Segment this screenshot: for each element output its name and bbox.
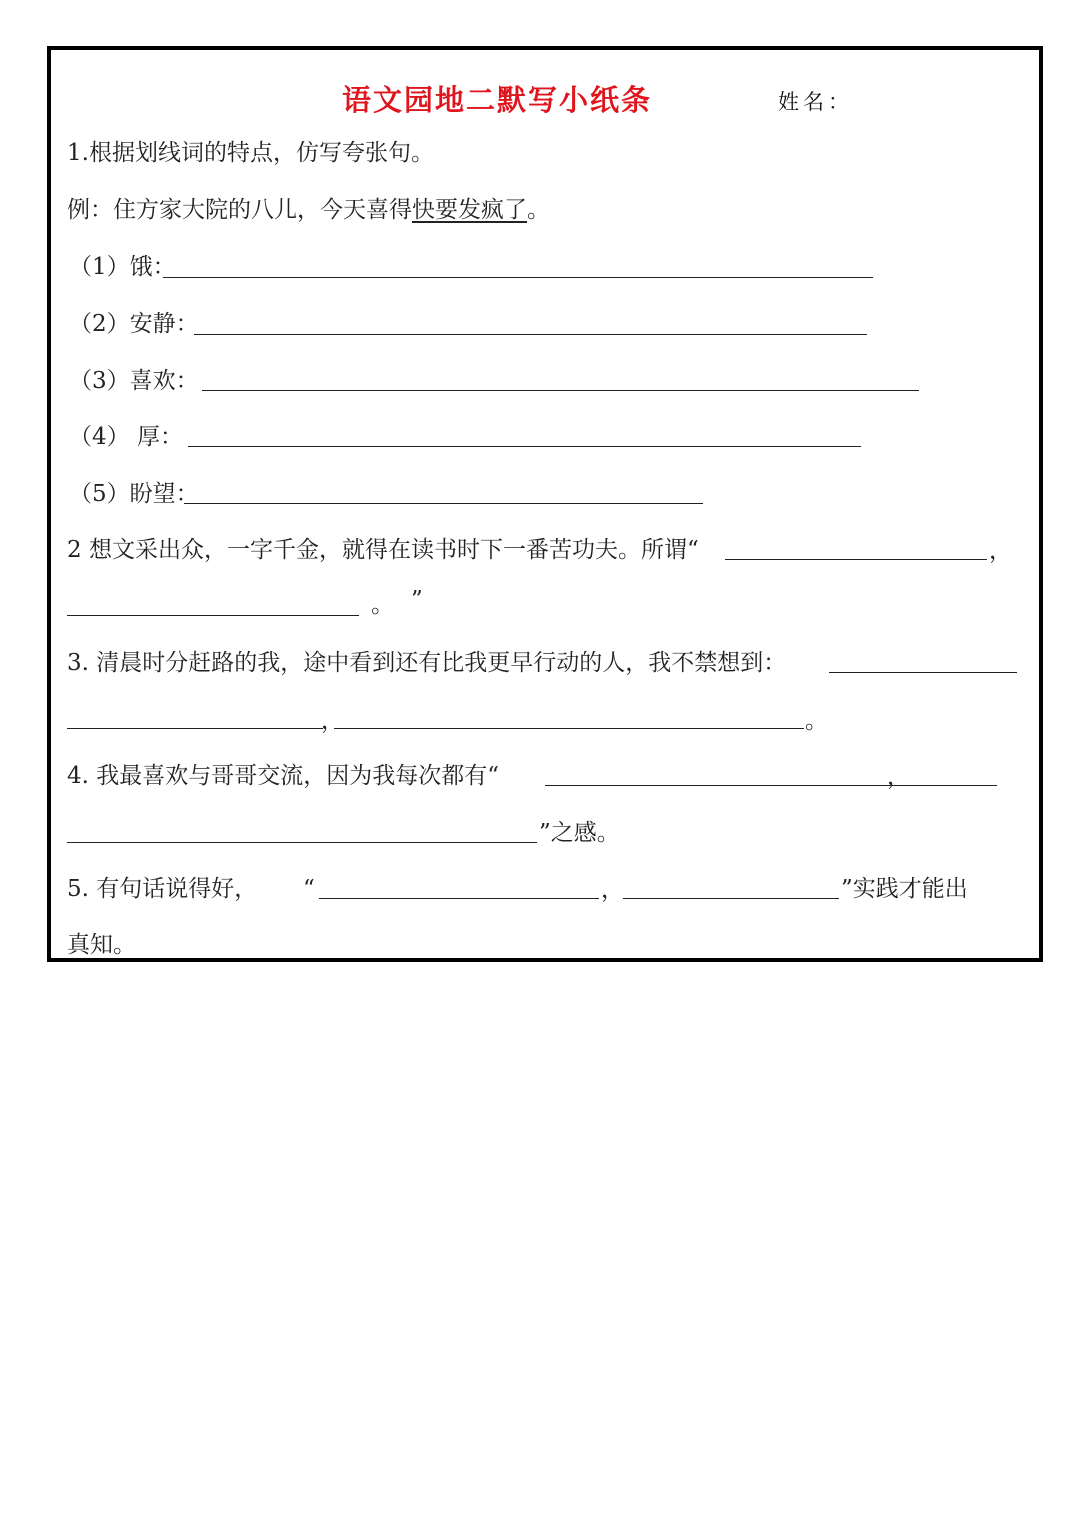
q2-period: 。: [371, 592, 394, 618]
q1-example: [67, 195, 550, 225]
q3-blank-1[interactable]: [829, 672, 1017, 673]
q5-blank-2[interactable]: [623, 898, 839, 899]
q4-blank-1[interactable]: [545, 785, 997, 786]
q2-close-quote: ”: [411, 587, 423, 613]
q3-blank-3[interactable]: [334, 728, 804, 729]
q2-comma: ，: [989, 538, 1012, 564]
q4-comma: ，: [887, 764, 910, 790]
q3-end: 。: [805, 708, 828, 734]
q1-item-5-blank[interactable]: [184, 503, 703, 504]
q5-comma: ，: [601, 877, 624, 903]
q5-open-quote: “: [303, 876, 315, 902]
q2-blank-2[interactable]: [67, 615, 359, 616]
worksheet-frame: [47, 46, 1043, 962]
q1-example-suffix: 。: [527, 197, 550, 223]
q2-text: 2 想文采出众，一字千金，就得在读书时下一番苦功夫。所谓“: [67, 537, 699, 563]
q1-example-underlined: 快要发疯了: [412, 197, 527, 223]
q1-instruction: 1.根据划线词的特点，仿写夸张句。: [67, 140, 434, 166]
q5-line2: 真知。: [67, 932, 136, 958]
q3-comma: ，: [321, 708, 344, 734]
name-label: 姓名：: [778, 90, 853, 114]
q1-item-4-blank[interactable]: [188, 446, 861, 447]
q2-blank-1[interactable]: [725, 559, 987, 560]
q1-item-2-label: （2）安静：: [69, 311, 199, 337]
q1-item-4-label: （4） 厚：: [69, 424, 183, 450]
page-title: 语文园地二默写小纸条: [342, 83, 653, 117]
q1-item-1-label: （1）饿：: [69, 254, 176, 280]
q4-end: ”之感。: [539, 820, 620, 846]
q5-end: ”实践才能出: [841, 876, 968, 902]
q4-text: 4. 我最喜欢与哥哥交流，因为我每次都有“: [67, 763, 500, 789]
q5-blank-1[interactable]: [319, 898, 599, 899]
q1-example-prefix: 例：住方家大院的八儿，今天喜得: [67, 197, 412, 223]
q4-blank-2[interactable]: [67, 842, 537, 843]
q1-item-3-label: （3）喜欢：: [69, 368, 199, 394]
q3-blank-2[interactable]: [67, 728, 323, 729]
q1-item-3-blank[interactable]: [202, 390, 919, 391]
q3-text: 3. 清晨时分赶路的我，途中看到还有比我更早行动的人，我不禁想到：: [67, 650, 787, 676]
q1-item-2-blank[interactable]: [194, 334, 867, 335]
q5-text: 5. 有句话说得好，: [67, 876, 258, 902]
q1-item-5-label: （5）盼望：: [69, 481, 199, 507]
q1-item-1-blank[interactable]: [163, 277, 873, 278]
